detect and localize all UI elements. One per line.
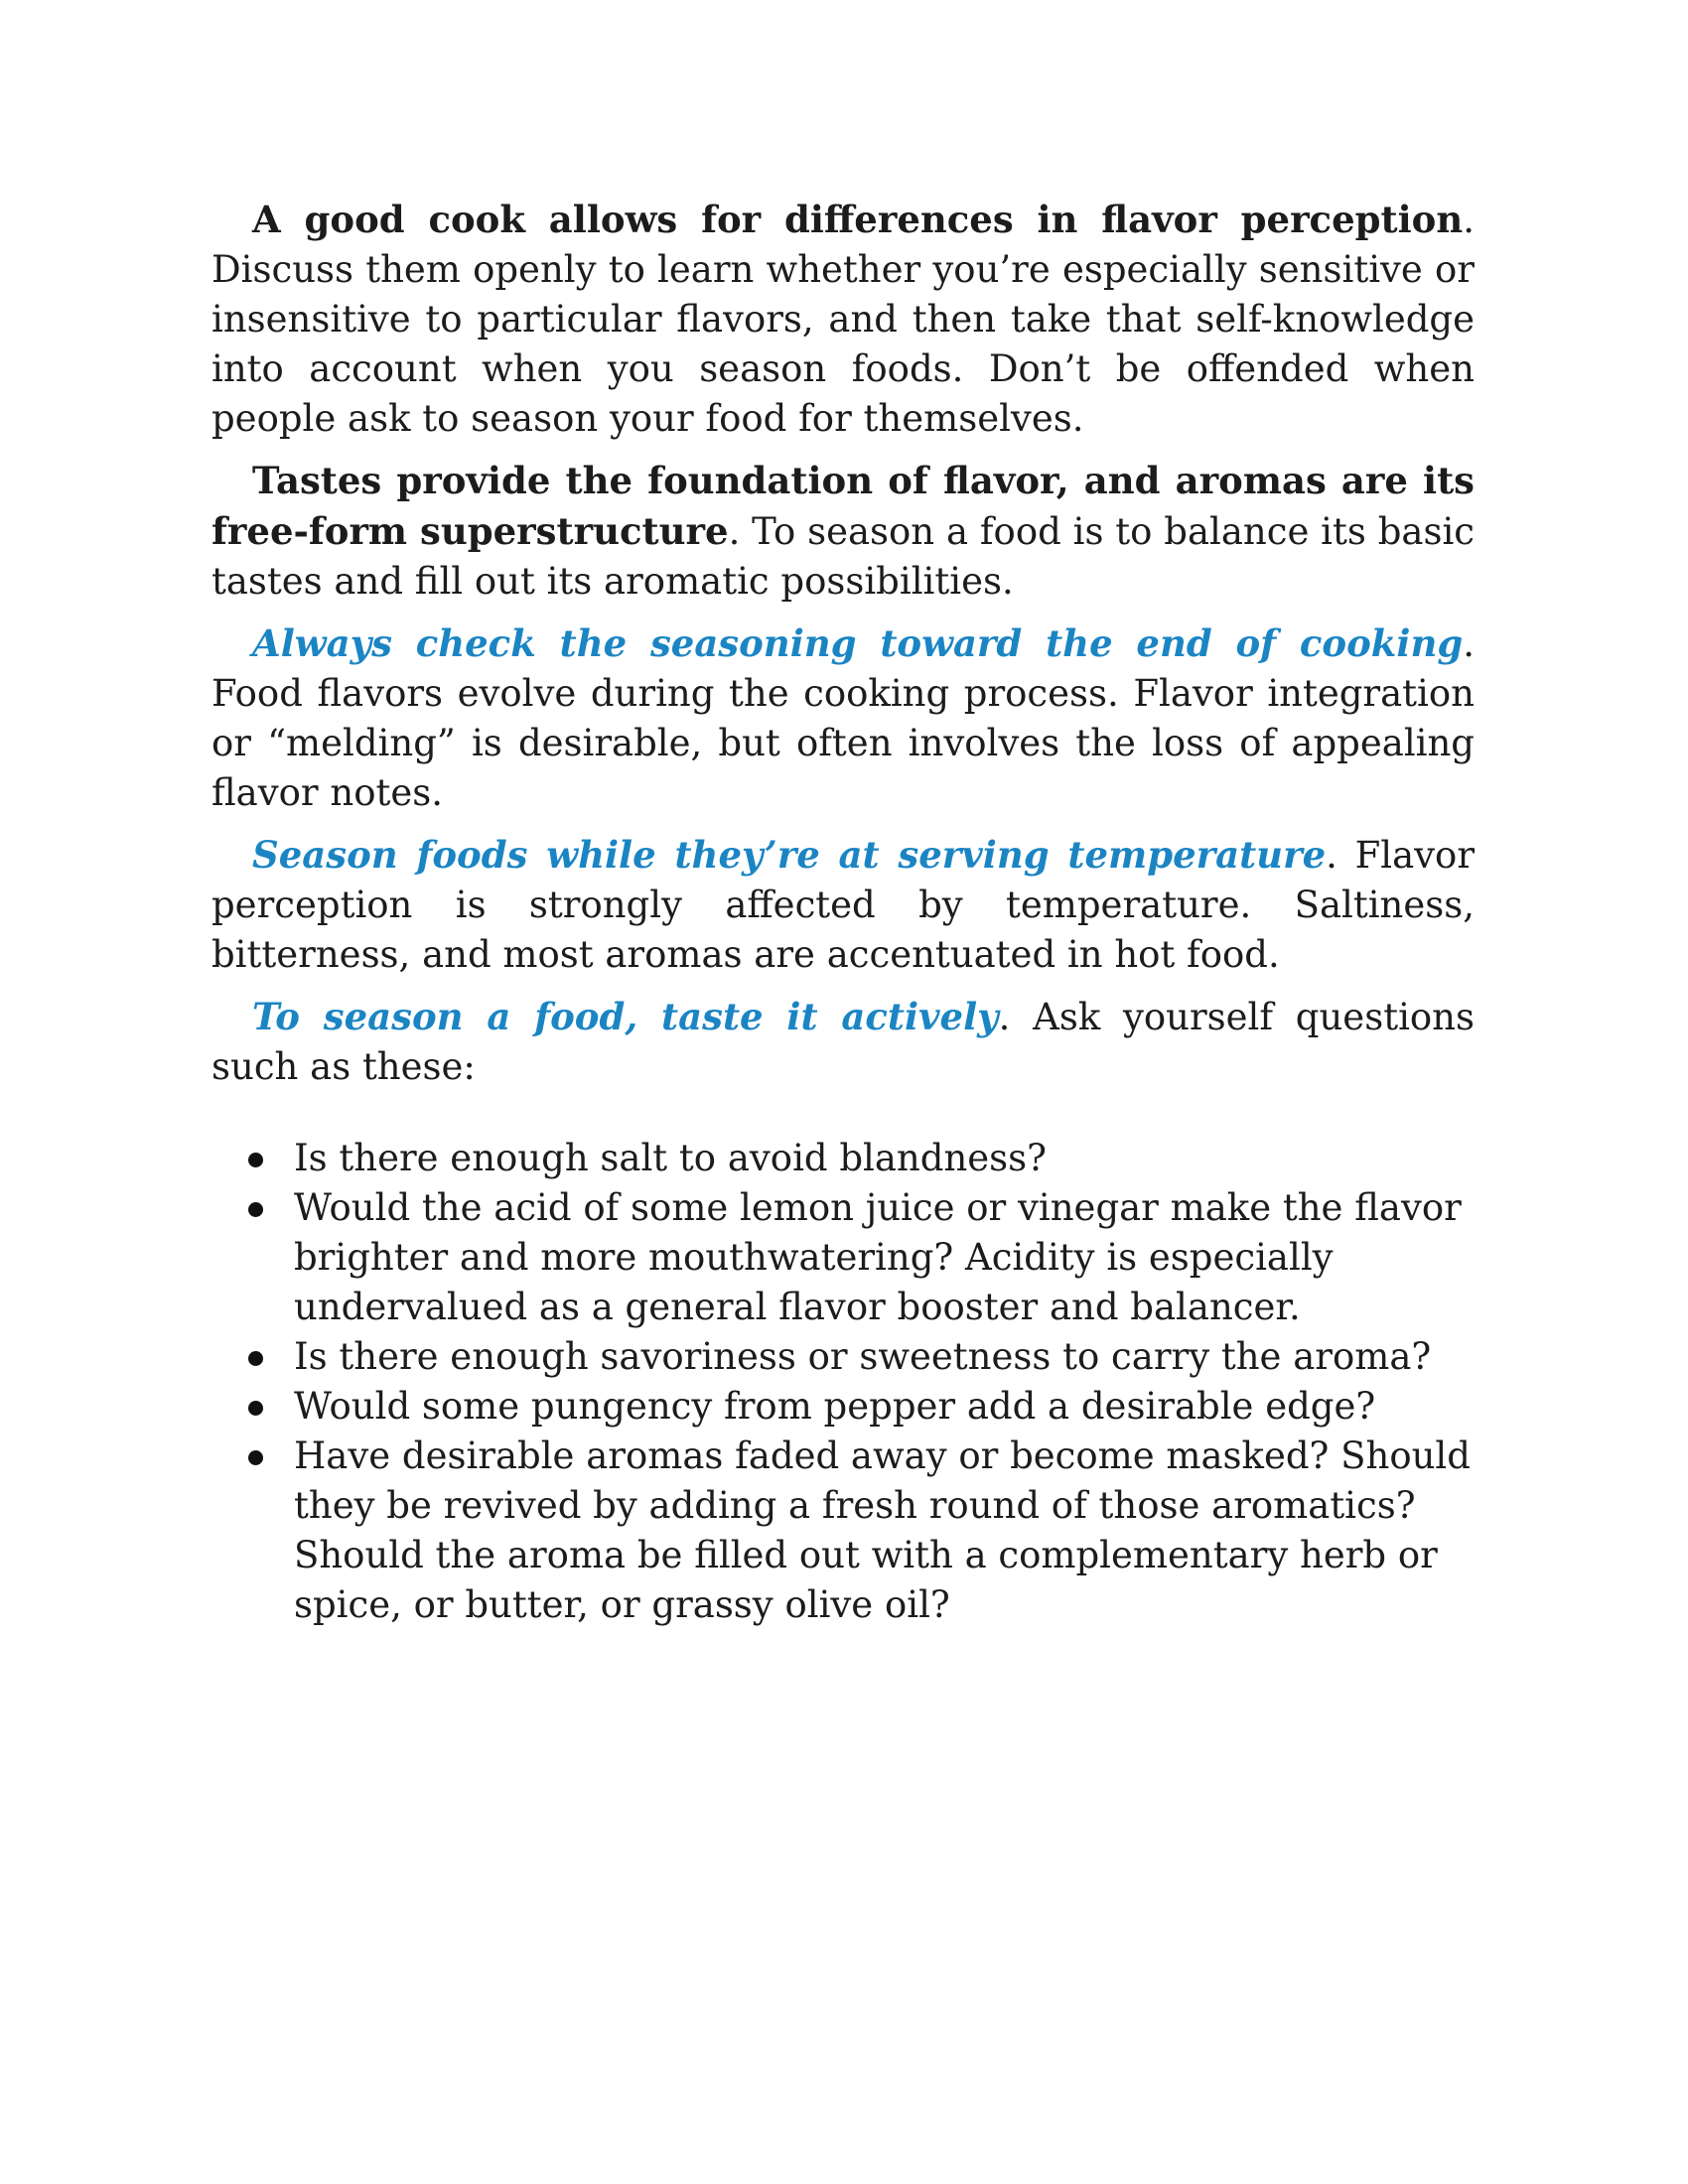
paragraph-lead: Tastes provide the foundation of flavor, and aromas are its free-form superstructure: [211, 459, 1475, 553]
list-item: [211, 1134, 1475, 1183]
list-item-text: Would the acid of some lemon juice or vinegar make the flavor brighter and more mouthwatering? Acidity is especially undervalued as a general flavor booster and balancer.: [294, 1186, 1462, 1328]
list-item: [211, 1332, 1475, 1382]
list-item: [211, 1432, 1475, 1630]
paragraph-body: . Discuss them openly to learn whether you’re especially sensitive or insensitive to particular flavors, and then take that self-knowledge into account when you season foods. Don’t be offended when people ask to season your food for themselves.: [211, 199, 1475, 440]
paragraph-tastes-aromas: [211, 456, 1475, 607]
paragraph-body: . To season a food is to balance its basic tastes and fill out its aromatic possibilities.: [211, 510, 1476, 603]
list-item: [211, 1382, 1475, 1432]
paragraph-check-seasoning: [211, 618, 1475, 818]
page-content: [211, 195, 1475, 1630]
paragraph-serving-temperature: [211, 830, 1475, 980]
paragraph-lead: To season a food, taste it actively: [252, 995, 999, 1038]
bullet-icon: [248, 1202, 263, 1217]
paragraph-body: . Food flavors evolve during the cooking process. Flavor integration or “melding” is desirable, but often involves the loss of appealing flavor notes.: [211, 622, 1475, 814]
bullet-icon: [248, 1401, 263, 1416]
list-item: [211, 1183, 1475, 1332]
list-item-text: Have desirable aromas faded away or become masked? Should they be revived by adding a fresh round of those aromatics? Should the aroma be filled out with a complementary herb or spice, or butter, or grassy olive oil?: [294, 1434, 1471, 1626]
paragraph-lead: A good cook allows for differences in flavor perception: [252, 198, 1464, 241]
bullet-icon: [248, 1450, 263, 1465]
paragraph-lead: Season foods while they’re at serving temperature: [252, 833, 1327, 877]
bullet-icon: [248, 1351, 263, 1366]
list-item-text: Would some pungency from pepper add a desirable edge?: [294, 1385, 1376, 1428]
paragraph-body: . Flavor perception is strongly affected by temperature. Saltiness, bitterness, and most aromas are accentuated in hot food.: [211, 834, 1476, 976]
list-item-text: Is there enough salt to avoid blandness?: [294, 1137, 1047, 1179]
paragraph-flavor-perception: [211, 195, 1475, 444]
question-list: [211, 1134, 1475, 1630]
list-item-text: Is there enough savoriness or sweetness to carry the aroma?: [294, 1335, 1432, 1378]
paragraph-lead: Always check the seasoning toward the end of cooking: [252, 621, 1464, 665]
bullet-icon: [248, 1153, 263, 1167]
paragraph-taste-actively: [211, 992, 1475, 1092]
paragraph-body: . Ask yourself questions such as these:: [211, 996, 1475, 1088]
